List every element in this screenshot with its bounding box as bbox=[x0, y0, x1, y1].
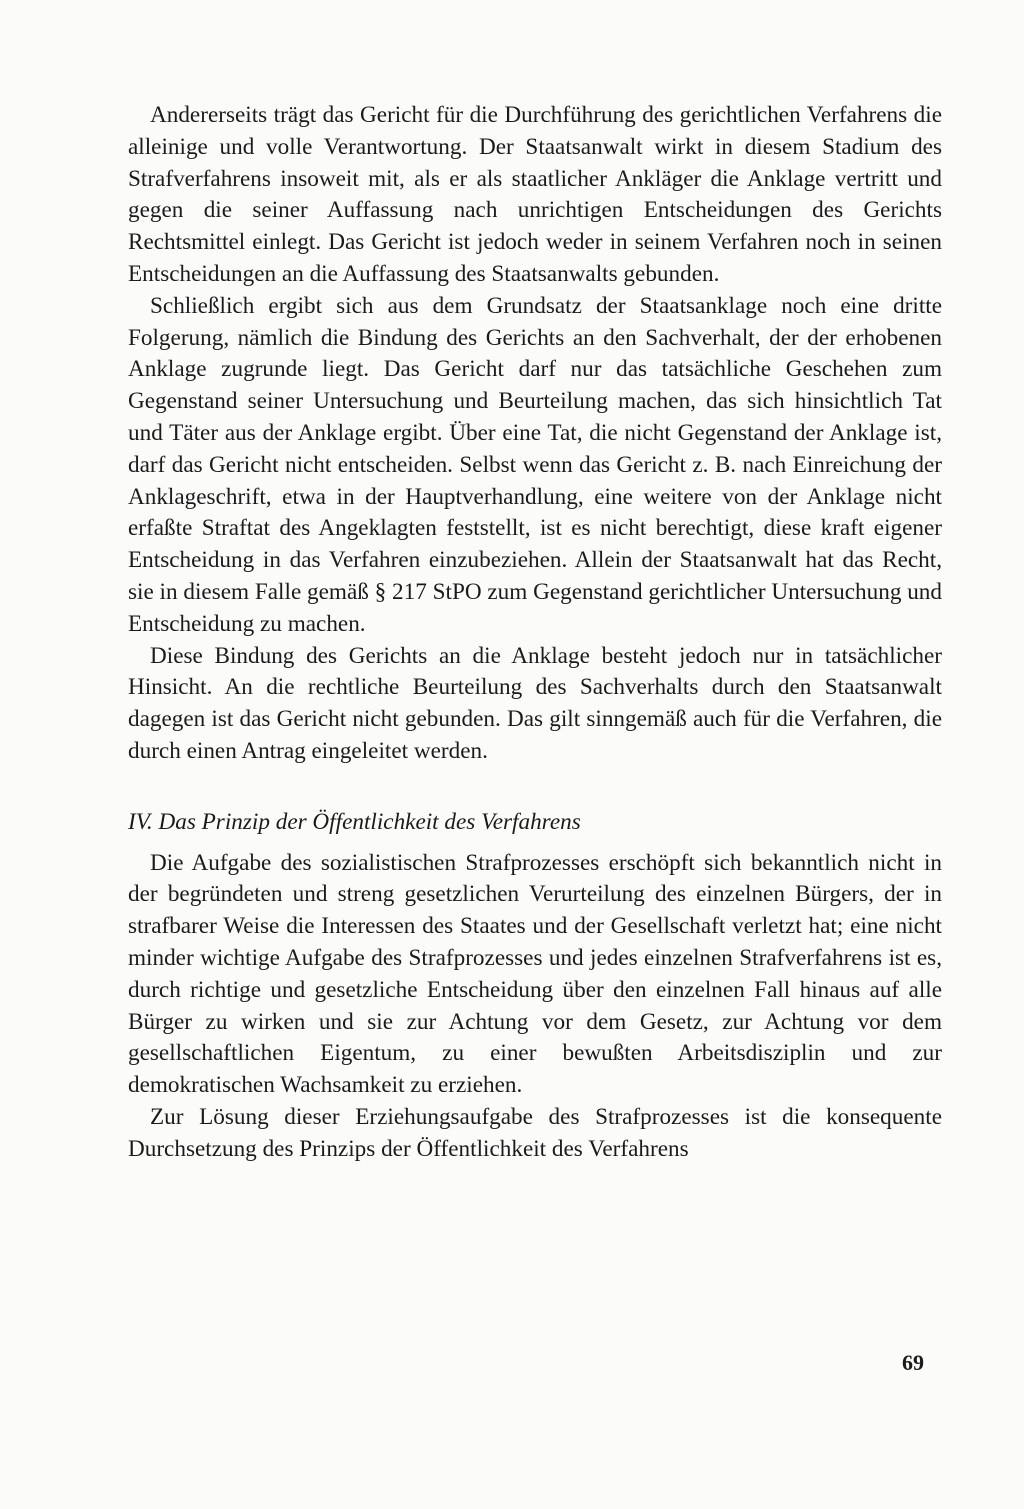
paragraph: Diese Bindung des Gerichts an die Anklage besteht jedoch nur in tatsächlicher Hinsicht. An die rechtliche Beurteilung des Sachverhalts durch den Staatsanwalt dagegen ist das Gericht nicht gebunden. Das gilt sinngemäß auch für die Verfahren, die durch einen Antrag eingeleitet werden. bbox=[128, 642, 942, 764]
page-number: 69 bbox=[902, 1350, 924, 1375]
paragraph: Zur Lösung dieser Erziehungsaufgabe des Strafprozesses ist die konsequente Durchsetzung des Prinzips der Öffentlichkeit des Verfahrens bbox=[128, 1103, 942, 1162]
section-heading: IV. Das Prinzip der Öffentlichkeit des Verfahrens bbox=[128, 808, 581, 835]
paragraph: Die Aufgabe des sozialistischen Strafprozesses erschöpft sich bekanntlich nicht in der begründeten und streng gesetzlichen Verurteilung des einzelnen Bürgers, der in strafbarer Weise die Interessen des Staates und der Gesellschaft verletzt hat; eine nicht minder wichtige Aufgabe des Strafprozesses und jedes einzelnen Strafverfahrens ist es, durch richtige und gesetzliche Entscheidung über den einzelnen Fall hinaus auf alle Bürger zu wirken und sie zur Achtung vor dem Gesetz, zur Achtung vor dem gesellschaftlichen Eigentum, zu einer bewußten Arbeitsdisziplin und zur demokratischen Wachsamkeit zu erziehen. bbox=[128, 849, 942, 1099]
paragraph: Schließlich ergibt sich aus dem Grundsatz der Staatsanklage noch eine dritte Folgerung, nämlich die Bindung des Gerichts an den Sachverhalt, der der erhobenen Anklage zugrunde liegt. Das Gericht darf nur das tatsächliche Geschehen zum Gegenstand seiner Untersuchung und Beurteilung machen, das sich hinsichtlich Tat und Täter aus der Anklage ergibt. Über eine Tat, die nicht Gegenstand der Anklage ist, darf das Gericht nicht entscheiden. Selbst wenn das Gericht z. B. nach Einreichung der Anklageschrift, etwa in der Hauptverhandlung, eine weitere von der Anklage nicht erfaßte Straftat des Angeklagten feststellt, ist es nicht berechtigt, diese kraft eigener Entscheidung in das Verfahren einzubeziehen. Allein der Staatsanwalt hat das Recht, sie in diesem Falle gemäß § 217 StPO zum Gegenstand gerichtlicher Untersuchung und Entscheidung zu machen. bbox=[128, 292, 942, 637]
body-text bbox=[128, 100, 942, 1166]
paragraph: Andererseits trägt das Gericht für die Durchführung des gerichtlichen Verfahrens die alleinige und volle Verantwortung. Der Staatsanwalt wirkt in diesem Stadium des Strafverfahrens insoweit mit, als er als staatlicher Ankläger die Anklage vertritt und gegen die seiner Auffassung nach unrichtigen Entscheidungen des Gerichts Rechtsmittel einlegt. Das Gericht ist jedoch weder in seinem Verfahren noch in seinen Entscheidungen an die Auffassung des Staatsanwalts gebunden. bbox=[128, 102, 942, 287]
